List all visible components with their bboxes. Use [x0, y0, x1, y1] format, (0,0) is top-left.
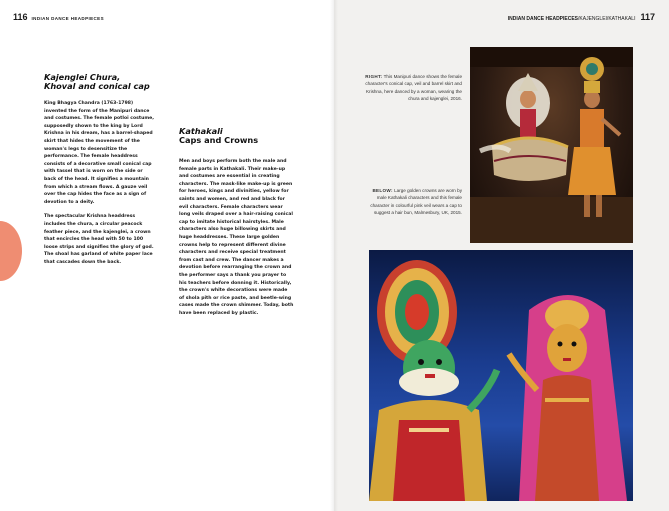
caption-below-text: Large golden crowns are worn by male Kathakali characters and this female character in colourful pink veil wears a cap to suggest a hair bun, Malmesbury, UK, 2015. — [370, 188, 462, 216]
manipuri-dance-illustration — [470, 47, 633, 243]
left-folio — [13, 12, 104, 22]
manipuri-dance-photo — [470, 47, 633, 243]
heading-kajenglei-line2: Khoval and conical cap — [44, 81, 150, 92]
kathakali-illustration — [369, 250, 633, 501]
paragraph: The spectacular Krishna headdress includes the chura, a circular peacock feather piece, and the kajenglei, a crown that encircles the head with 50 to 100 loose strips and signifies the glory of god. The shoal has garland of white paper lace that cascades down the back. — [44, 214, 154, 265]
right-running-subhead: /KAJENGLEI/KATHAKALI — [578, 16, 636, 22]
caption-below-label: BELOW: — [372, 188, 393, 193]
text-column-1 — [44, 100, 156, 273]
heading-kathakali — [179, 127, 309, 146]
paragraph: King Bhagya Chandra (1763-1798) invented the form of the Manipuri dance and costumes. The female potloi costume, supposedly shown to the king by Lord Krishna in his dream, has a barrel-shaped skirt that hides the movement of the woman's legs to desensitize the performance. The female headdress consists of a decorative small conical cap with tassel that is worn on the side or back of the head. It signifies a mountain from which a stream flows. A gauze veil over the cap hides the face as a sign of devotion to a deity. — [44, 101, 154, 205]
right-page-number: 117 — [640, 12, 655, 22]
caption-below — [362, 187, 462, 217]
left-page-number: 116 — [13, 12, 28, 22]
text-column-2 — [179, 158, 294, 324]
right-running-head: INDIAN DANCE HEADPIECES — [507, 16, 579, 22]
heading-kajenglei-line1: Kajenglei Chura, — [44, 72, 121, 82]
heading-kajenglei — [44, 73, 174, 92]
paragraph: Men and boys perform both the male and female parts in Kathakali. Their make-up and costumes are essential in creating characters. The mask-like make-up is green for heroes, kings and divinities, yellow for saints and women, and red and black for evil characters. Female characters wear long veils draped over a hair-raising conical cap to imitate historical hairstyles. Male characters also huge billowing skirts and huge headdresses. These large golden crowns help to represent different divine characters and receive special treatment from cast and crew. The dancer makes a devotion before rearranging the crown and the performer says a thank you prayer to his teachers before donning it. Historically, the crown's white decorations were made of shola pith or rice paste, and beetle-wing cases made the crown shimmer. Today, both have been replaced by plastic. — [179, 159, 294, 316]
caption-right-label: RIGHT: — [365, 74, 383, 79]
section-tab-marker — [0, 221, 22, 281]
heading-kathakali-line2: Caps and Crowns — [179, 135, 259, 146]
left-running-head: INDIAN DANCE HEADPIECES — [31, 16, 104, 21]
left-page — [0, 0, 334, 511]
caption-right-text: This Manipuri dance shows the female character's conical cap, veil and barrel skirt and Krishna, here danced by a woman, wearing the chura and kajenglei, 2016. — [365, 74, 462, 102]
right-folio — [508, 12, 655, 22]
book-gutter — [330, 0, 338, 511]
kathakali-photo — [369, 250, 633, 501]
caption-right — [362, 73, 462, 103]
heading-kathakali-line1: Kathakali — [179, 126, 223, 136]
